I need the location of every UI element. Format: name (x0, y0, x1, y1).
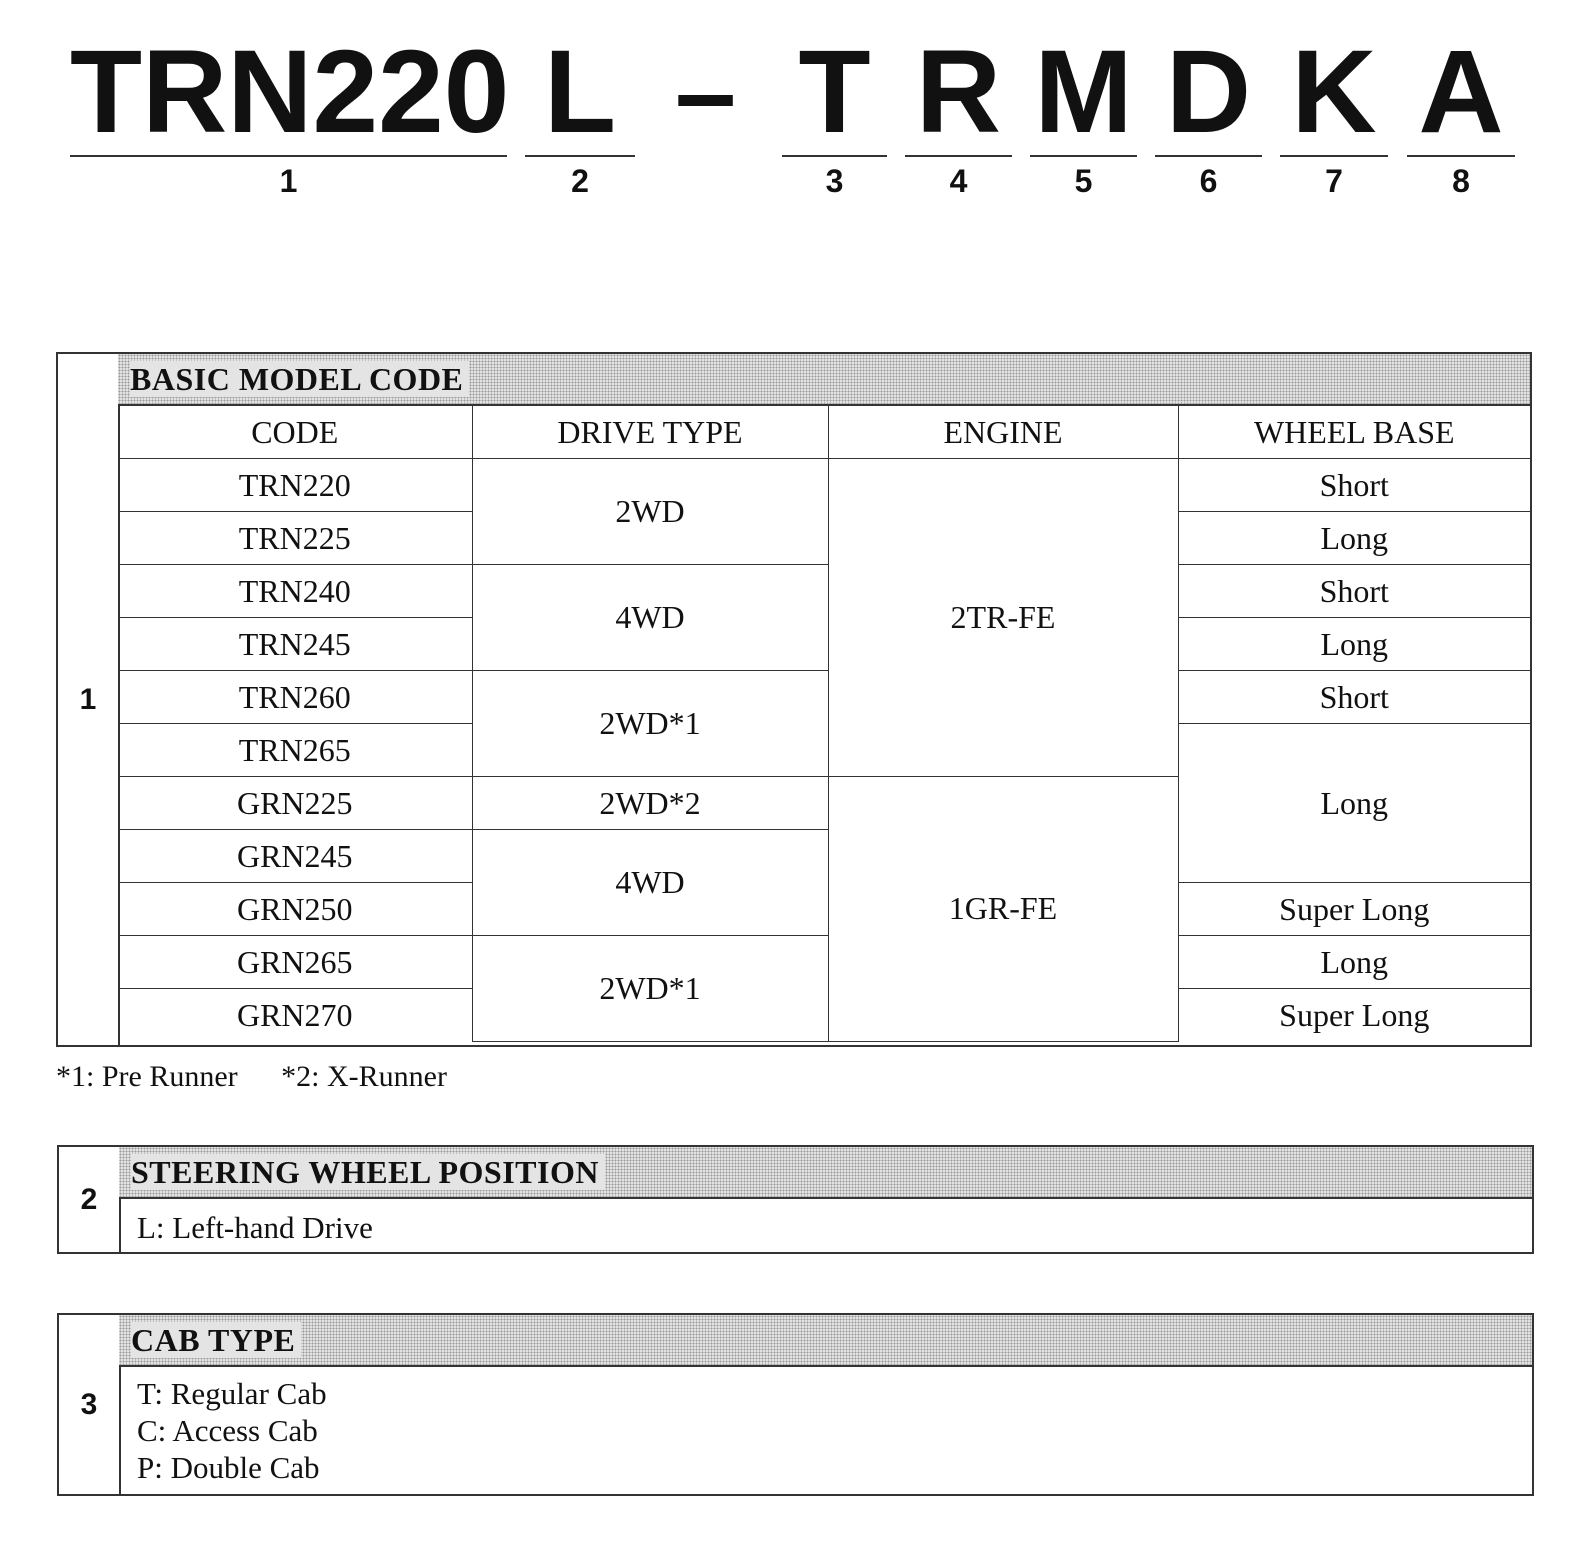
section-number: 2 (59, 1147, 121, 1252)
drive-type-cell: 2WD*1 (472, 936, 828, 1042)
code-segment-number: 1 (279, 163, 298, 199)
code-segment-2 (525, 26, 635, 199)
wheel-base-cell: Long (1178, 618, 1530, 671)
code-segment-number: 5 (1074, 163, 1093, 199)
code-segment-text: M (1034, 26, 1133, 158)
code-segment-4 (905, 26, 1012, 199)
steering-wheel-position-section (57, 1145, 1534, 1254)
cab-option: T: Regular Cab (137, 1376, 327, 1411)
wheel-base-cell: Long (1178, 936, 1530, 989)
code-cell: GRN225 (118, 777, 472, 830)
code-cell: TRN240 (118, 565, 472, 618)
code-cell: TRN265 (118, 724, 472, 777)
code-segment-number: 6 (1199, 163, 1218, 199)
header-drive-type: DRIVE TYPE (472, 406, 828, 459)
cab-option: C: Access Cab (137, 1413, 318, 1448)
section-number: 3 (59, 1315, 121, 1494)
code-cell: TRN245 (118, 618, 472, 671)
code-segment-text: TRN220 (70, 26, 510, 158)
code-segment-6 (1155, 26, 1262, 199)
code-separator: – (675, 31, 737, 154)
wheel-base-cell: Long (1178, 512, 1530, 565)
drive-type-cell: 2WD*2 (472, 777, 828, 830)
code-segment-7 (1280, 26, 1388, 199)
code-segment-8 (1407, 26, 1515, 199)
wheel-base-cell: Short (1178, 671, 1530, 724)
wheel-base-cell: Super Long (1178, 989, 1530, 1042)
code-cell: GRN270 (118, 989, 472, 1042)
section-title: STEERING WHEEL POSITION (131, 1154, 605, 1190)
basic-model-table (118, 406, 1530, 1042)
code-segment-number: 7 (1325, 163, 1343, 199)
section-title: CAB TYPE (131, 1322, 301, 1358)
code-segment-text: L (543, 26, 617, 158)
wheel-base-cell: Short (1178, 565, 1530, 618)
footnote-pre-runner: *1: Pre Runner (56, 1060, 238, 1093)
drive-type-cell: 4WD (472, 830, 828, 936)
code-cell: GRN250 (118, 883, 472, 936)
wheel-base-cell: Long (1178, 724, 1530, 883)
table-row (118, 671, 1530, 724)
code-segment-number: 2 (571, 163, 589, 199)
footnotes (56, 1060, 483, 1094)
engine-cell: 2TR-FE (828, 459, 1178, 777)
section-title-band (119, 1147, 1532, 1199)
code-segment-number: 4 (949, 163, 968, 199)
code-segment-text: T (798, 26, 871, 158)
code-cell: GRN265 (118, 936, 472, 989)
code-cell: TRN225 (118, 512, 472, 565)
code-segment-text: K (1291, 26, 1377, 158)
code-segment-3 (782, 26, 887, 199)
model-code-breakdown (0, 26, 1578, 220)
header-wheel-base: WHEEL BASE (1178, 406, 1530, 459)
steering-option: L: Left-hand Drive (137, 1210, 373, 1245)
basic-model-code-section (56, 352, 1532, 1047)
table-row (118, 936, 1530, 989)
header-engine: ENGINE (828, 406, 1178, 459)
code-segment-number: 8 (1452, 163, 1470, 199)
table-row (118, 565, 1530, 618)
code-segment-text: D (1165, 26, 1252, 158)
header-code: CODE (118, 406, 472, 459)
code-cell: TRN260 (118, 671, 472, 724)
code-segment-5 (1030, 26, 1137, 199)
footnote-x-runner: *2: X-Runner (281, 1060, 447, 1093)
table-header-row (118, 406, 1530, 459)
code-cell: TRN220 (118, 459, 472, 512)
section-title-band (118, 354, 1530, 406)
section-title-band (119, 1315, 1532, 1367)
code-segment-number: 3 (825, 163, 844, 199)
table-row (118, 459, 1530, 512)
section-title: BASIC MODEL CODE (130, 361, 469, 397)
code-segment-text: R (915, 26, 1002, 158)
drive-type-cell: 2WD (472, 459, 828, 565)
cab-type-section (57, 1313, 1534, 1496)
cab-option: P: Double Cab (137, 1450, 320, 1485)
section-number: 1 (58, 354, 120, 1045)
drive-type-cell: 4WD (472, 565, 828, 671)
wheel-base-cell: Short (1178, 459, 1530, 512)
wheel-base-cell: Super Long (1178, 883, 1530, 936)
engine-cell: 1GR-FE (828, 777, 1178, 1042)
code-segment-1 (70, 26, 510, 199)
code-cell: GRN245 (118, 830, 472, 883)
drive-type-cell: 2WD*1 (472, 671, 828, 777)
code-segment-text: A (1418, 26, 1504, 158)
